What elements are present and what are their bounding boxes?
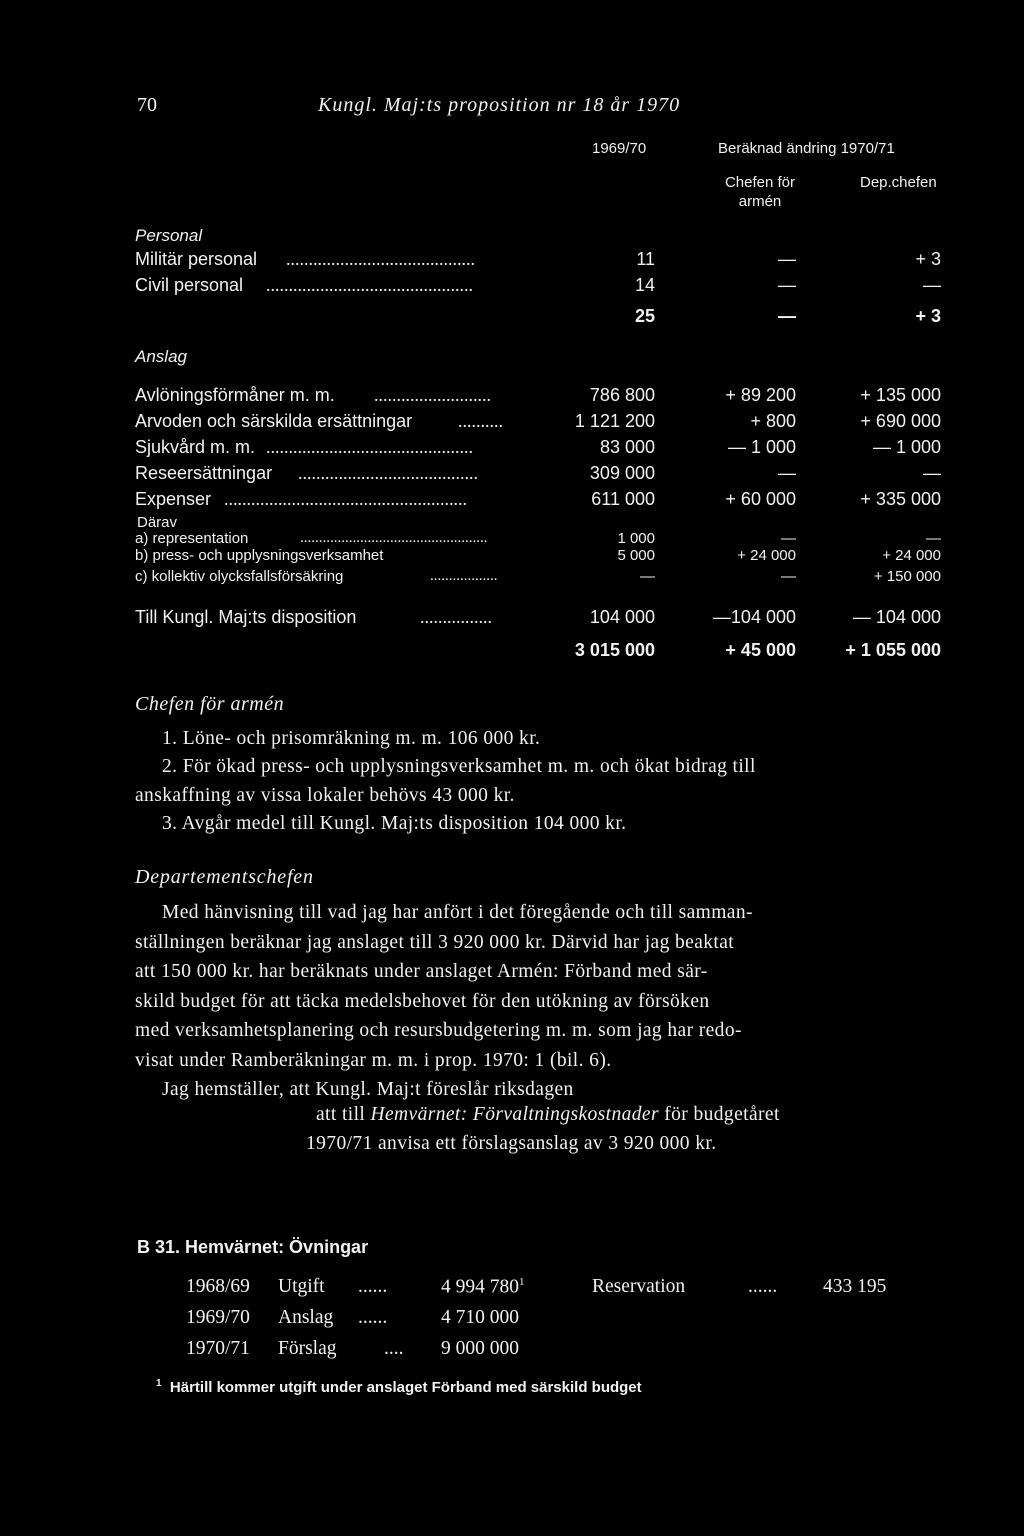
chefen-heading: Chefen för armén — [135, 693, 285, 715]
amount: 4 994 780 — [441, 1276, 519, 1298]
value-1969-70: 611 000 — [591, 489, 655, 509]
value-depchefen: — — [926, 530, 941, 547]
section-heading-b31: B 31. Hemvärnet: Övningar — [137, 1237, 369, 1257]
paragraph-line: med verksamhetsplanering och resursbudgetering m. m. som jag har redo- — [135, 1020, 742, 1041]
footnote — [156, 1378, 642, 1396]
chefen-item: 3. Avgår medel till Kungl. Maj:ts disposition 104 000 kr. — [162, 813, 627, 834]
value-depchefen: + 3 — [915, 249, 941, 269]
leader-dots: ................ — [420, 607, 492, 627]
value-1969-70: 1 000 — [617, 530, 655, 547]
value-chefen: + 60 000 — [725, 489, 796, 509]
column-header-depchefen: Dep.chefen — [860, 174, 937, 191]
total-depchefen: + 1 055 000 — [845, 640, 941, 660]
chefen-item: 2. För ökad press- och upplysningsverksamhet m. m. och ökat bidrag till — [162, 756, 756, 777]
total-1969-70: 25 — [634, 306, 655, 326]
motion-line-1 — [316, 1104, 780, 1126]
leader-dots: ...................................................... — [224, 489, 467, 509]
value-depchefen: — — [923, 275, 941, 295]
row-label: Reseersättningar — [135, 463, 273, 483]
row-label: Utgift — [278, 1276, 325, 1297]
departementschefen-heading: Departementschefen — [135, 866, 314, 888]
chefen-item: anskaffning av vissa lokaler behövs 43 000 kr. — [135, 785, 515, 806]
value-chefen: — — [778, 249, 796, 269]
value-chefen: — — [778, 275, 796, 295]
column-header-change: Beräknad ändring 1970/71 — [718, 140, 895, 157]
leader-dots: .............................................. — [266, 437, 473, 457]
row-label: Expenser — [135, 489, 212, 509]
row-label: a) representation — [135, 530, 249, 547]
motion-line-2: 1970/71 anvisa ett förslagsanslag av 3 920 000 kr. — [306, 1133, 717, 1154]
darav-label: Därav — [137, 514, 178, 531]
row-label: Anslag — [278, 1307, 334, 1328]
personal-heading: Personal — [135, 226, 203, 245]
value-depchefen: + 135 000 — [860, 385, 941, 405]
row-value — [441, 1276, 525, 1299]
total-chefen: + 45 000 — [725, 640, 796, 660]
value-depchefen: — 104 000 — [852, 607, 941, 627]
value-chefen: —104 000 — [712, 607, 796, 627]
value-1969-70: 11 — [636, 249, 655, 269]
row-label: Till Kungl. Maj:ts disposition — [135, 607, 357, 627]
value-1969-70: 1 121 200 — [574, 411, 655, 431]
running-title: Kungl. Maj:ts proposition nr 18 år 1970 — [318, 94, 681, 116]
fiscal-year: 1968/69 — [186, 1276, 250, 1297]
leader-dots: ...... — [358, 1276, 388, 1297]
value-1969-70: 5 000 — [617, 547, 655, 564]
value-depchefen: — — [923, 463, 941, 483]
value-chefen: — — [781, 530, 796, 547]
leader-dots: .......... — [458, 411, 503, 431]
leader-dots: ...... — [358, 1307, 388, 1328]
value-chefen: + 89 200 — [725, 385, 796, 405]
value-depchefen: + 335 000 — [860, 489, 941, 509]
value-chefen: + 800 — [750, 411, 796, 431]
column-header-1969-70: 1969/70 — [592, 140, 647, 157]
value-1969-70: 83 000 — [599, 437, 655, 457]
row-label: Arvoden och särskilda ersättningar — [135, 411, 413, 431]
leader-dots: .......................................... — [286, 249, 475, 269]
leader-dots: .... — [384, 1338, 404, 1359]
value-depchefen: + 24 000 — [882, 547, 941, 564]
page-number: 70 — [137, 94, 157, 116]
value-chefen: + 24 000 — [737, 547, 796, 564]
value-1969-70: 309 000 — [589, 463, 655, 483]
value-chefen: — 1 000 — [727, 437, 796, 457]
leader-dots: ...... — [748, 1276, 778, 1297]
anslag-heading: Anslag — [135, 347, 187, 366]
leader-dots: .......................... — [374, 385, 491, 405]
value-chefen: — — [781, 568, 796, 585]
motion-text: för budgetåret — [658, 1104, 780, 1125]
value-depchefen: + 690 000 — [860, 411, 941, 431]
paragraph-line: skild budget för att täcka medelsbehovet för den utökning av försöken — [135, 990, 710, 1012]
footnote-ref: 1 — [519, 1276, 525, 1288]
motion-text: att till — [316, 1104, 371, 1125]
value-1969-70: 104 000 — [589, 607, 655, 627]
appropriation-title: Hemvärnet: Förvaltningskostnader — [370, 1104, 659, 1125]
reservation-label: Reservation — [592, 1276, 686, 1297]
value-depchefen: — 1 000 — [872, 437, 941, 457]
value-1969-70: 786 800 — [589, 385, 655, 405]
paragraph-line: att 150 000 kr. har beräknats under anslaget Armén: Förband med sär- — [135, 961, 708, 982]
total-1969-70: 3 015 000 — [574, 640, 655, 660]
value-depchefen: + 150 000 — [873, 568, 941, 585]
chefen-item: 1. Löne- och prisomräkning m. m. 106 000 kr. — [162, 728, 541, 749]
fiscal-year: 1969/70 — [186, 1307, 250, 1328]
leader-dots: .............................................. — [266, 275, 473, 295]
leader-dots: ........................................ — [298, 463, 478, 483]
row-label: Civil personal — [135, 275, 244, 295]
row-label: Militär personal — [135, 249, 258, 269]
footnote-text: Härtill kommer utgift under anslaget Förband med särskild budget — [169, 1379, 642, 1396]
total-depchefen: + 3 — [915, 306, 941, 326]
value-chefen: — — [778, 463, 796, 483]
reservation-value: 433 195 — [823, 1276, 887, 1297]
request-line: Jag hemställer, att Kungl. Maj:t föreslår riksdagen — [162, 1079, 574, 1100]
row-label: b) press- och upplysningsverksamhet — [135, 547, 384, 564]
column-header-chefen-line2: armén — [738, 193, 782, 210]
leader-dots: .................. — [430, 568, 498, 584]
paragraph-line: Med hänvisning till vad jag har anfört i det föregående och till samman- — [162, 902, 753, 923]
paragraph-line: ställningen beräknar jag anslaget till 3 920 000 kr. Därvid har jag beaktat — [135, 931, 735, 953]
row-label: c) kollektiv olycksfallsförsäkring — [135, 568, 344, 585]
footnote-mark: 1 — [156, 1378, 162, 1389]
value-1969-70: 14 — [634, 275, 655, 295]
fiscal-year: 1970/71 — [186, 1338, 250, 1359]
row-value: 9 000 000 — [441, 1338, 519, 1359]
row-value: 4 710 000 — [441, 1307, 519, 1328]
total-chefen: — — [778, 306, 796, 326]
column-header-chefen-line1: Chefen för — [724, 174, 796, 191]
row-label: Sjukvård m. m. — [135, 437, 256, 457]
value-1969-70: — — [640, 568, 655, 585]
row-label: Avlöningsförmåner m. m. — [135, 385, 335, 405]
leader-dots: .................................................. — [300, 530, 488, 546]
departementschefen-paragraph — [135, 898, 950, 1105]
row-label: Förslag — [278, 1338, 337, 1359]
paragraph-line: visat under Ramberäkningar m. m. i prop. 1970: 1 (bil. 6). — [135, 1049, 612, 1071]
